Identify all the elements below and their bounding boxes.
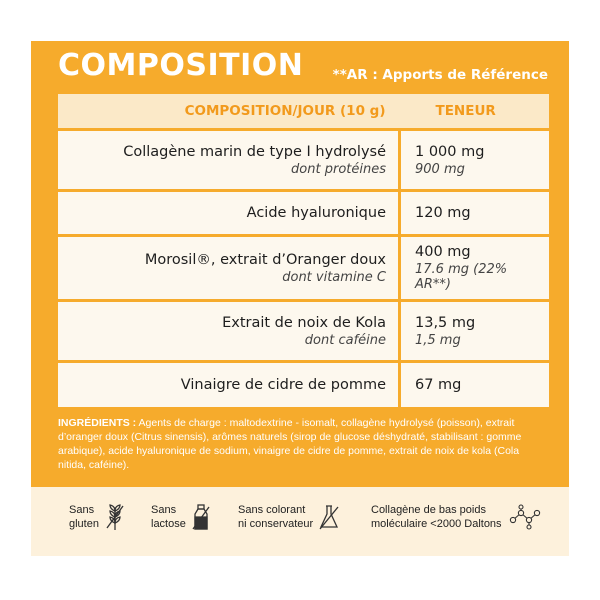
feature-line1: Sans colorant (238, 504, 306, 516)
feature-line2: moléculaire <2000 Daltons (371, 518, 502, 530)
ingredient-sub: dont protéines (291, 161, 386, 177)
feature-line1: Collagène de bas poids (371, 504, 486, 516)
ingredient-name: Vinaigre de cidre de pomme (180, 377, 386, 393)
feature-line2: gluten (69, 518, 99, 530)
ingredient-sub: dont caféine (304, 332, 386, 348)
amount-value: 13,5 mg (415, 314, 476, 331)
ingredient-cell (58, 301, 400, 362)
ingredient-name: Extrait de noix de Kola (222, 314, 386, 331)
ingredient-cell (58, 236, 400, 301)
column-header-teneur: TENEUR (400, 94, 550, 130)
page-title: COMPOSITION (58, 48, 304, 83)
ingredients-label: INGRÉDIENTS : (58, 417, 137, 429)
feature-gluten-free (69, 503, 125, 531)
amount-value: 1 000 mg (415, 143, 485, 160)
amount-cell (400, 301, 550, 362)
amount-cell (400, 191, 550, 236)
table-row (58, 362, 549, 408)
table-row (58, 191, 549, 236)
ingredient-cell (58, 191, 400, 236)
feature-line2: lactose (151, 518, 186, 530)
feature-line1: Sans (69, 504, 95, 516)
ingredient-name: Morosil®, extrait d’Oranger doux (144, 251, 386, 268)
reference-note: **AR : Apports de Référence (332, 67, 548, 83)
ingredient-cell (58, 362, 400, 408)
amount-value: 120 mg (415, 205, 471, 221)
table-header-row (58, 94, 549, 130)
table-row (58, 301, 549, 362)
amount-sub: 17.6 mg (22% AR**) (415, 262, 508, 292)
feature-no-colorant (238, 503, 339, 531)
table-row (58, 130, 549, 191)
amount-sub: 900 mg (415, 161, 465, 177)
feature-line1: Sans (151, 504, 177, 516)
molecule-icon (508, 504, 544, 530)
table-row (58, 236, 549, 301)
features-bar (31, 487, 569, 556)
composition-panel (31, 41, 569, 556)
wheat-icon (105, 503, 125, 531)
flask-icon (319, 503, 339, 531)
amount-cell (400, 362, 550, 408)
column-header-composition: COMPOSITION/JOUR (10 g) (58, 94, 400, 130)
amount-cell (400, 130, 550, 191)
amount-cell (400, 236, 550, 301)
feature-line2: ni conservateur (238, 518, 314, 530)
ingredient-cell (58, 130, 400, 191)
ingredient-name: Acide hyaluronique (246, 205, 386, 221)
ingredient-sub: dont vitamine C (282, 269, 386, 285)
amount-value: 400 mg (415, 244, 471, 260)
feature-lactose-free (151, 503, 210, 531)
ingredient-name: Collagène marin de type I hydrolysé (123, 143, 386, 160)
amount-sub: 1,5 mg (415, 332, 461, 348)
composition-table (58, 94, 549, 407)
ingredients-list: Agents de charge : maltodextrine - isomalt, collagène hydrolysé (poisson), extrait d’oranger doux (Citrus sinensis), arômes naturels (sirop de glucose déshydraté, stabilisant : gomme arabique), acide hyaluronique de sodium, vinaigre de cidre de pomme, extrait de noix de kola (Cola nitida, caféine). (58, 417, 522, 471)
feature-low-molecular-collagen (371, 503, 544, 531)
ingredients-text (58, 416, 544, 472)
milk-bottle-icon (192, 503, 210, 531)
amount-value: 67 mg (415, 377, 462, 393)
